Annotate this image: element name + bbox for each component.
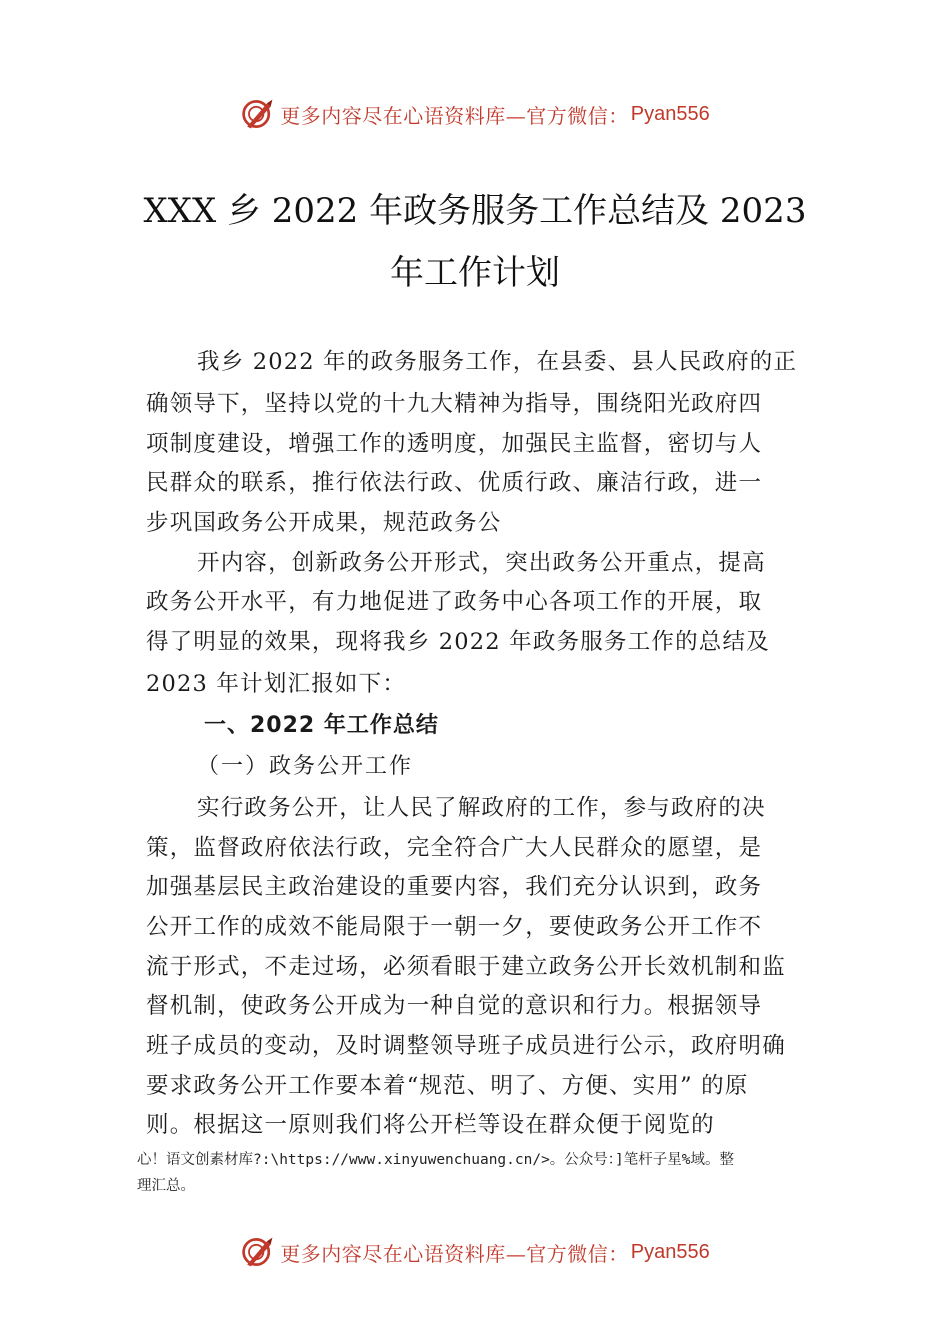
paragraph-line: 开内容，创新政务公开形式，突出政务公开重点，提高 [197,550,766,576]
pen-logo-icon [240,96,276,132]
banner-text: 更多内容尽在心语资料库—官方微信： [280,103,629,128]
paragraph-line: 确领导下，坚持以党的十九大精神为指导，围绕阳光政府四 [146,391,763,417]
header-banner [0,94,950,134]
paragraph-line: 得了明显的效果，现将我乡 2022 年政务服务工作的总结及 [146,629,770,655]
paragraph-line: 实行政务公开，让人民了解政府的工作，参与政府的决 [197,795,766,821]
document-title [120,180,830,304]
paragraph-line: 我乡 2022 年的政务服务工作，在县委、县人民政府的正 [197,349,798,375]
subsection-heading: （一）政务公开工作 [197,754,414,779]
paragraph-line: 2023 年计划汇报如下： [146,671,407,697]
section-heading: 一、2022 年工作总结 [204,713,439,738]
pen-logo-icon [240,1234,276,1270]
banner-wechat-id: Pyan556 [630,102,710,125]
paragraph-line: 督机制，使政务公开成为一种自觉的意识和行力。根据领导 [146,993,763,1019]
paragraph-line: 则。根据这一原则我们将公开栏等设在群众便于阅览的 [146,1112,715,1138]
paragraph-line: 班子成员的变动，及时调整领导班子成员进行公示，政府明确 [146,1033,786,1059]
title-line-2: 年工作计划 [390,253,560,293]
paragraph-line: 项制度建设，增强工作的透明度，加强民主监督，密切与人 [146,431,763,457]
paragraph-line: 加强基层民主政治建设的重要内容，我们充分认识到，政务 [146,874,763,900]
banner-text: 更多内容尽在心语资料库—官方微信： [280,1241,629,1266]
banner-wechat-id: Pyan556 [630,1240,710,1263]
paragraph-line: 民群众的联系，推行依法行政、优质行政、廉洁行政，进一 [146,470,763,496]
footnote-line: 理汇总。 [137,1178,195,1194]
paragraph-line: 政务公开水平，有力地促进了政务中心各项工作的开展，取 [146,589,763,615]
footer-banner [0,1232,950,1272]
paragraph-line: 步巩国政务公开成果，规范政务公 [146,510,502,536]
footnote [137,1147,827,1199]
paragraph-line: 流于形式，不走过场，必须看眼于建立政务公开长效机制和监 [146,954,786,980]
paragraph-line: 公开工作的成效不能局限于一朝一夕，要使政务公开工作不 [146,914,763,940]
paragraph-line: 策，监督政府依法行政，完全符合广大人民群众的愿望，是 [146,835,763,861]
title-line-1: XXX 乡 2022 年政务服务工作总结及 2023 [143,191,807,231]
paragraph-line: 要求政务公开工作要本着“规范、明了、方便、实用” 的原 [146,1073,749,1099]
footnote-line: 心！语文创素材库?:\https://www.xinyuwenchuang.cn/>。公众号：]笔杆子星%域。整 [137,1152,735,1168]
